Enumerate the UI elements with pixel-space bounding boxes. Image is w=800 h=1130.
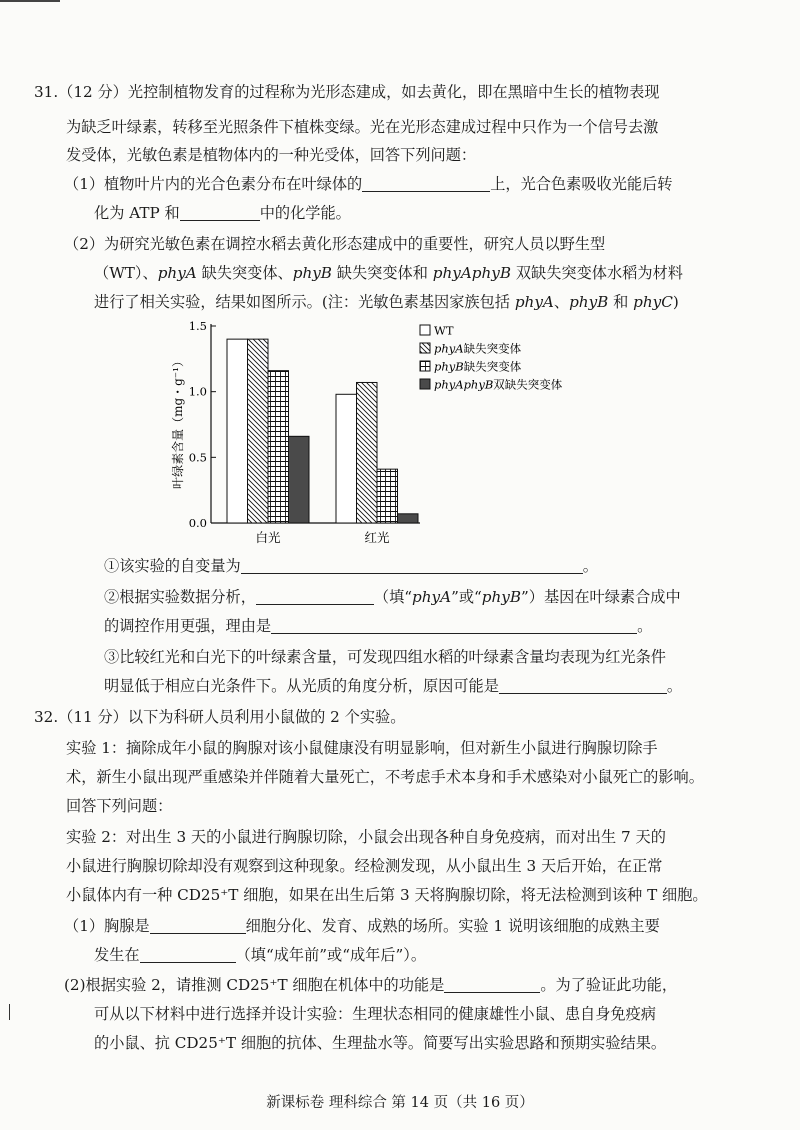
- margin-mark: [9, 1004, 10, 1020]
- q31-part2-line1: （2）为研究光敏色素在调控水稻去黄化形态建成中的重要性，研究人员以野生型: [64, 235, 606, 253]
- legend-label: phyB缺失突变体: [434, 359, 522, 374]
- y-tick-label: 0.5: [188, 450, 207, 465]
- q32-part2-line1: (2)根据实验 2，请推测 CD25⁺T 细胞在机体中的功能是 。为了验证此功能，: [64, 976, 677, 994]
- x-category-label: 红光: [364, 530, 390, 545]
- q32-part2-line2: 可从以下材料中进行选择并设计实验：生理状态相同的健康雄性小鼠、患自身免疫病: [94, 1005, 656, 1023]
- q31-part2-line3: 进行了相关实验，结果如图所示。(注：光敏色素基因家族包括 phyA、phyB 和 phyC): [94, 293, 679, 311]
- q31-line-2: 为缺乏叶绿素，转移至光照条件下植株变绿。光在光形态建成过程中只作为一个信号去激: [66, 118, 659, 136]
- bar: [227, 339, 248, 523]
- legend-swatch: [420, 325, 430, 335]
- legend-swatch: [420, 379, 430, 389]
- q32-exp1-line1: 实验 1：摘除成年小鼠的胸腺对该小鼠健康没有明显影响，但对新生小鼠进行胸腺切除手: [66, 739, 658, 757]
- bar: [336, 394, 357, 523]
- x-category-label: 白光: [255, 530, 281, 545]
- q31-points: （12 分）: [58, 83, 128, 101]
- q31-line-1: 31.（12 分）光控制植物发育的过程称为光形态建成，如去黄化，即在黑暗中生长的植物表现: [34, 83, 660, 101]
- bar: [248, 339, 269, 523]
- q31-sub3-line1: ③比较红光和白光下的叶绿素含量，可发现四组水稻的叶绿素含量均表现为红光条件: [104, 648, 666, 666]
- answer-blank[interactable]: [180, 204, 260, 221]
- top-edge-line: [0, 0, 60, 2]
- legend-swatch: [420, 361, 430, 371]
- chart-legend: [420, 324, 563, 392]
- answer-blank[interactable]: [241, 557, 583, 574]
- answer-blank[interactable]: [499, 677, 667, 694]
- q32-exp2-line3: 小鼠体内有一种 CD25⁺T 细胞，如果在出生后第 3 天将胸腺切除，将无法检测到该种 T 细胞。: [66, 886, 708, 904]
- q32-exp1-line2: 术，新生小鼠出现严重感染并伴随着大量死亡，不考虑手术本身和手术感染对小鼠死亡的影响。: [66, 768, 704, 786]
- chlorophyll-bar-chart: [170, 316, 590, 548]
- legend-label: phyA缺失突变体: [434, 341, 522, 356]
- q32-exp2-line2: 小鼠进行胸腺切除却没有观察到这种现象。经检测发现，从小鼠出生 3 天后开始，在正常: [66, 857, 663, 875]
- bar: [268, 371, 289, 523]
- legend-label: phyAphyB双缺失突变体: [434, 377, 563, 392]
- legend-swatch: [420, 343, 430, 353]
- q31-line-3: 发受体，光敏色素是植物体内的一种光受体，回答下列问题：: [66, 146, 477, 164]
- q31-part2-line2: （WT）、phyA 缺失突变体、phyB 缺失突变体和 phyAphyB 双缺失突变体水稻为材料: [94, 264, 683, 282]
- q32-number: 32.: [34, 708, 59, 726]
- q31-sub3-line2: 明显低于相应白光条件下。从光质的角度分析，原因可能是 。: [104, 677, 683, 695]
- answer-blank[interactable]: [271, 617, 637, 634]
- q31-part1-line2: 化为 ATP 和 中的化学能。: [94, 204, 351, 222]
- q31-sub2-line1: ②根据实验数据分析， （填“phyA”或“phyB”）基因在叶绿素合成中: [104, 588, 681, 606]
- q32-exp1-line3: 回答下列问题：: [66, 797, 173, 815]
- q32-exp2-line1: 实验 2：对出生 3 天的小鼠进行胸腺切除，小鼠会出现各种自身免疫病，而对出生 7 天的: [66, 828, 666, 846]
- q32-part1-line2: 发生在 （填“成年前”或“成年后”）。: [94, 946, 427, 964]
- legend-label: WT: [434, 323, 454, 338]
- bar: [357, 382, 378, 523]
- y-axis-label: 叶绿素含量（mg・g⁻¹）: [171, 355, 185, 489]
- q32-part2-line3: 的小鼠、抗 CD25⁺T 细胞的抗体、生理盐水等。简要写出实验思路和预期实验结果。: [94, 1034, 667, 1052]
- answer-blank[interactable]: [256, 588, 374, 605]
- q31-part1-line1: （1）植物叶片内的光合色素分布在叶绿体的 上，光合色素吸收光能后转: [64, 175, 673, 193]
- bar: [377, 469, 398, 523]
- bar: [289, 436, 310, 523]
- y-tick-label: 1.0: [188, 384, 207, 399]
- q32-title: 32.（11 分）以下为科研人员利用小鼠做的 2 个实验。: [34, 708, 406, 726]
- q32-part1-line1: （1）胸腺是 细胞分化、发育、成熟的场所。实验 1 说明该细胞的成熟主要: [64, 917, 660, 935]
- q31-number: 31.: [34, 83, 59, 101]
- y-tick-label: 1.5: [188, 319, 207, 333]
- chart-bars: [227, 339, 418, 523]
- answer-blank[interactable]: [140, 946, 236, 963]
- answer-blank[interactable]: [444, 976, 540, 993]
- q31-sub2-line2: 的调控作用更强，理由是 。: [104, 617, 653, 635]
- q31-sub1: ①该实验的自变量为 。: [104, 557, 598, 575]
- y-tick-label: 0.0: [188, 516, 207, 530]
- answer-blank[interactable]: [362, 175, 490, 192]
- page-footer: 新课标卷 理科综合 第 14 页（共 16 页）: [266, 1095, 534, 1111]
- answer-blank[interactable]: [150, 917, 246, 934]
- bar: [398, 514, 419, 523]
